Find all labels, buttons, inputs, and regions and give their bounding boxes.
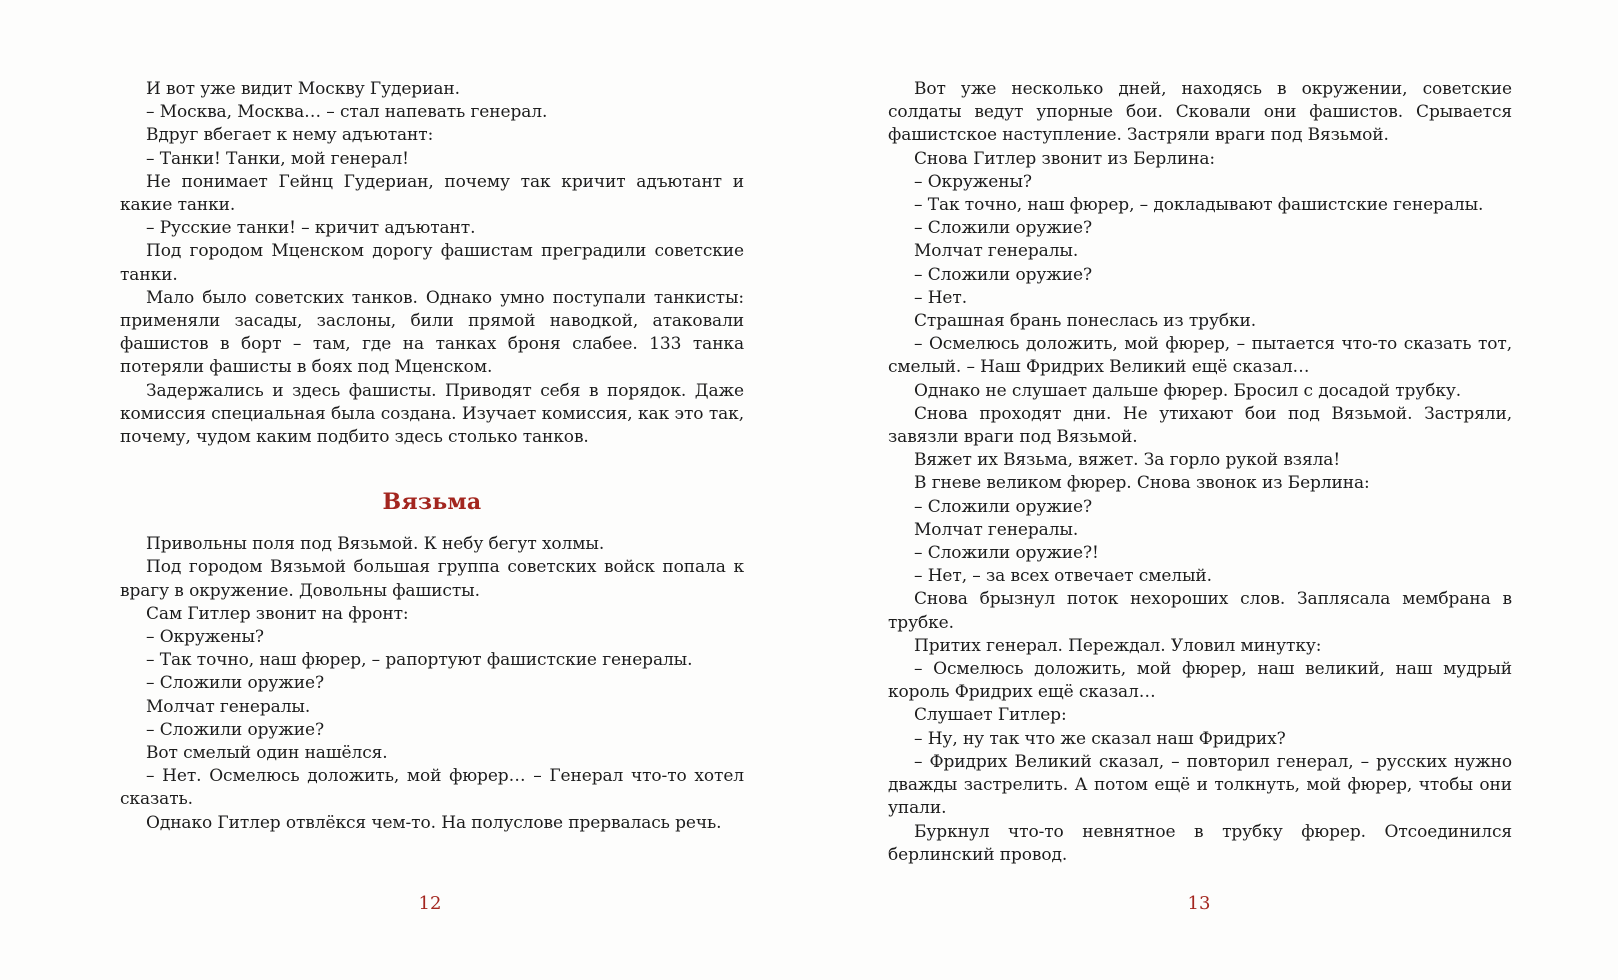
right-page: [809, 0, 1618, 980]
paragraph: – Фридрих Великий сказал, – повторил генерал, – русских нужно дважды застрелить. А потом ещё и толкнуть, мой фюрер, чтобы они упали.: [888, 751, 1512, 819]
paragraph: И вот уже видит Москву Гудериан.: [146, 79, 460, 99]
paragraph: Притих генерал. Переждал. Уловил минутку:: [914, 635, 1322, 656]
left-text-column: [120, 78, 744, 835]
left-paragraphs-after: [120, 533, 744, 835]
paragraph: Вяжет их Вязьма, вяжет. За горло рукой взяла!: [914, 450, 1341, 471]
paragraph: – Так точно, наш фюрер, – докладывают фашистские генералы.: [914, 195, 1484, 216]
paragraph: – Сложили оружие?!: [914, 543, 1099, 564]
page-number-left: 12: [418, 893, 442, 914]
right-paragraphs: [888, 78, 1512, 867]
paragraph: – Сложили оружие?: [914, 496, 1093, 517]
right-text-column: [888, 78, 1512, 867]
paragraph: Под городом Мценском дорогу фашистам преградили советские танки.: [120, 241, 744, 285]
paragraph: – Окружены?: [914, 171, 1032, 192]
paragraph: Молчат генералы.: [914, 519, 1079, 540]
paragraph: – Сложили оружие?: [146, 719, 325, 740]
paragraph: Снова проходят дни. Не утихают бои под Вязьмой. Застряли, завязли враги под Вязьмой.: [888, 403, 1512, 448]
paragraph: Сам Гитлер звонит на фронт:: [146, 603, 409, 624]
page-number-right: 13: [1187, 893, 1211, 914]
paragraph: Буркнул что-то невнятное в трубку фюрер. Отсоединился берлинский провод.: [888, 821, 1512, 865]
paragraph: – Осмелюсь доложить, мой фюрер, – пытается что-то сказать тот, смелый. – Наш Фридрих Великий ещё сказал…: [888, 334, 1512, 378]
paragraph: Молчат генералы.: [914, 241, 1079, 262]
paragraph: Мало было советских танков. Однако умно поступали танкисты: применяли засады, заслоны, били прямой наводкой, атаковали фашистов в борт – там, где на танках броня слабее. 133 танка потеряли фашисты в боях под Мценском.: [120, 287, 744, 378]
paragraph: – Сложили оружие?: [914, 218, 1093, 239]
paragraph: Вот уже несколько дней, находясь в окружении, советские солдаты ведут упорные бои. Сковали они фашистов. Срывается фашистское наступление. Застряли враги под Вязьмой.: [888, 79, 1512, 146]
paragraph: Снова брызнул поток нехороших слов. Заплясала мембрана в трубке.: [888, 589, 1512, 633]
paragraph: Не понимает Гейнц Гудериан, почему так кричит адъютант и какие танки.: [120, 171, 744, 216]
paragraph: – Ну, ну так что же сказал наш Фридрих?: [914, 728, 1286, 749]
paragraph: Снова Гитлер звонит из Берлина:: [914, 148, 1216, 169]
paragraph: Привольны поля под Вязьмой. К небу бегут холмы.: [146, 534, 605, 555]
paragraph: – Сложили оружие?: [914, 264, 1093, 285]
paragraph: Вот смелый один нашёлся.: [146, 743, 388, 764]
paragraph: Под городом Вязьмой большая группа советских войск попала к врагу в окружение. Довольны фашисты.: [120, 557, 744, 601]
paragraph: – Москва, Москва… – стал напевать генерал.: [146, 102, 548, 123]
paragraph: Однако не слушает дальше фюрер. Бросил с досадой трубку.: [914, 380, 1462, 401]
paragraph: – Так точно, наш фюрер, – рапортуют фашистские генералы.: [146, 650, 693, 671]
paragraph: – Нет. Осмелюсь доложить, мой фюрер… – Генерал что-то хотел сказать.: [120, 766, 744, 810]
paragraph: – Нет.: [914, 287, 967, 308]
paragraph: – Окружены?: [146, 627, 264, 648]
paragraph: – Русские танки! – кричит адъютант.: [146, 218, 476, 239]
paragraph: В гневе великом фюрер. Снова звонок из Берлина:: [914, 473, 1370, 494]
chapter-heading: Вязьма: [382, 489, 482, 516]
paragraph: – Осмелюсь доложить, мой фюрер, наш великий, наш мудрый король Фридрих ещё сказал…: [888, 659, 1512, 703]
paragraph: Молчат генералы.: [146, 696, 311, 717]
paragraph: – Сложили оружие?: [146, 673, 325, 694]
paragraph: Страшная брань понеслась из трубки.: [914, 311, 1257, 332]
left-paragraphs-before: [120, 78, 744, 449]
paragraph: – Танки! Танки, мой генерал!: [146, 148, 409, 169]
paragraph: – Нет, – за всех отвечает смелый.: [914, 566, 1212, 587]
paragraph: Однако Гитлер отвлёкся чем-то. На полуслове прервалась речь.: [146, 812, 722, 833]
paragraph: Слушает Гитлер:: [914, 705, 1067, 726]
paragraph: Вдруг вбегает к нему адъютант:: [146, 125, 434, 146]
paragraph: Задержались и здесь фашисты. Приводят себя в порядок. Даже комиссия специальная была создана. Изучает комиссия, как это так, почему, чудом каким подбито здесь столько танков.: [120, 380, 744, 448]
